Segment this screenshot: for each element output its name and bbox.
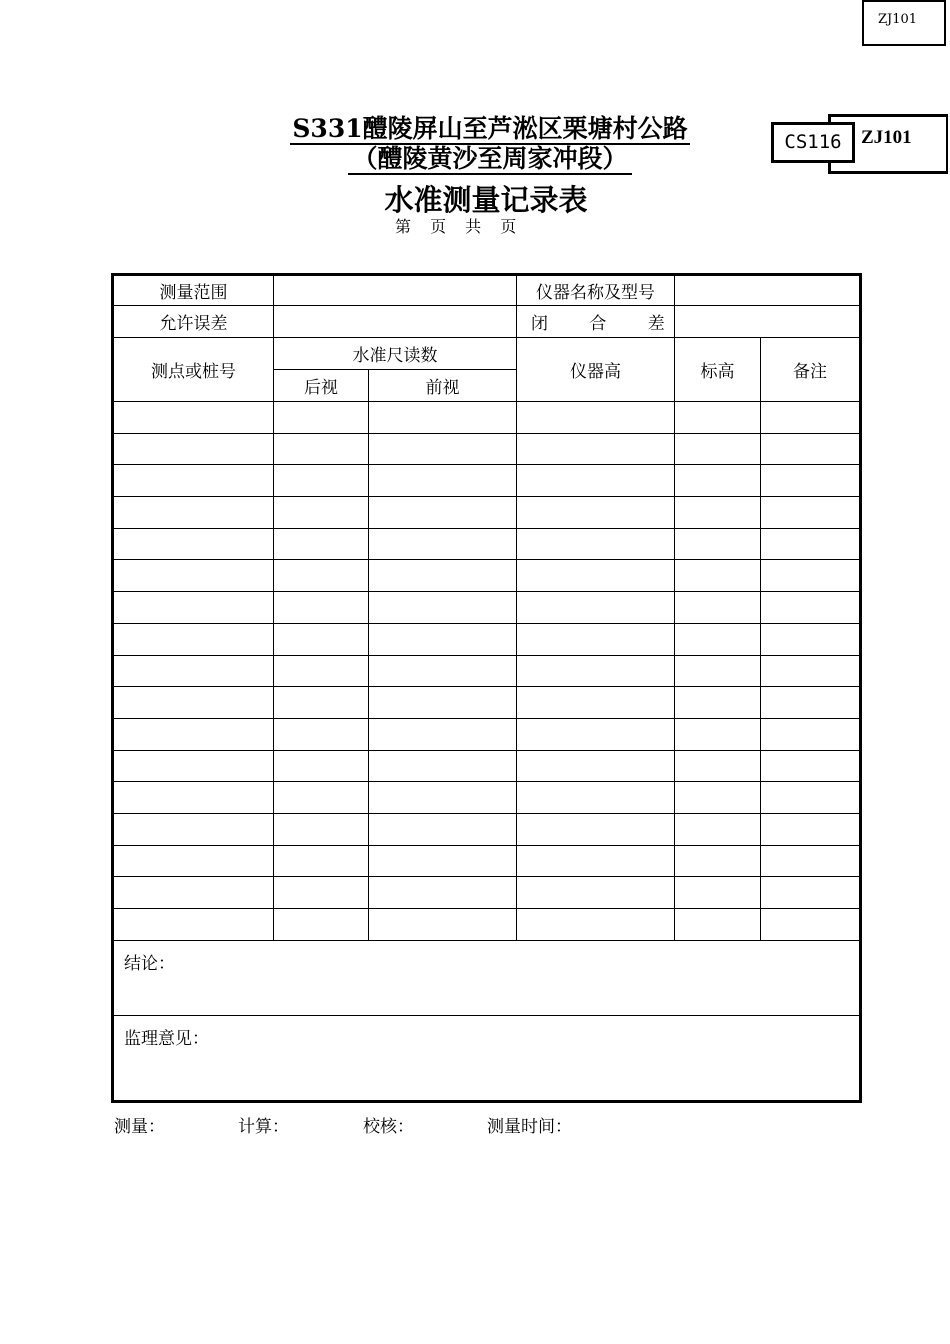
check-signature-label: 校核：: [363, 1117, 414, 1137]
table-cell[interactable]: [274, 623, 369, 655]
table-cell[interactable]: [274, 592, 369, 624]
table-cell[interactable]: [369, 782, 517, 814]
project-title-text: S331醴陵屏山至芦淞区栗塘村公路: [292, 114, 688, 143]
table-row: [113, 813, 861, 845]
table-row: [113, 402, 861, 434]
table-cell[interactable]: [113, 655, 274, 687]
instrument-label: 仪器名称及型号: [517, 275, 675, 306]
table-cell[interactable]: [675, 845, 761, 877]
top-form-code: ZJ101: [862, 0, 946, 46]
measure-time-label: 测量时间：: [487, 1117, 572, 1137]
table-cell[interactable]: [517, 813, 675, 845]
measure-signature-label: 测量：: [114, 1117, 165, 1137]
table-cell[interactable]: [517, 623, 675, 655]
table-cell[interactable]: [113, 813, 274, 845]
table-cell[interactable]: [761, 623, 861, 655]
table-cell[interactable]: [113, 592, 274, 624]
table-cell[interactable]: [113, 782, 274, 814]
column-header-row-1: [113, 338, 861, 370]
col-backsight: 后视: [274, 370, 369, 402]
supervisor-row: [113, 1015, 861, 1101]
table-cell[interactable]: [761, 560, 861, 592]
form-title: 水准测量记录表: [384, 183, 588, 217]
table-cell[interactable]: [761, 909, 861, 941]
table-cell[interactable]: [675, 750, 761, 782]
table-cell[interactable]: [675, 528, 761, 560]
table-cell[interactable]: [369, 909, 517, 941]
conclusion-field[interactable]: 结论：: [113, 940, 861, 1015]
table-cell[interactable]: [369, 560, 517, 592]
table-cell[interactable]: [517, 782, 675, 814]
calc-signature-label: 计算：: [238, 1117, 289, 1137]
col-reading: 水准尺读数: [274, 338, 517, 370]
table-cell[interactable]: [369, 497, 517, 529]
table-cell[interactable]: [517, 528, 675, 560]
signature-row: [114, 1112, 572, 1137]
col-elevation: 标高: [675, 338, 761, 402]
closure-label: 闭 合 差: [517, 306, 675, 338]
table-cell[interactable]: [675, 433, 761, 465]
table-row: [113, 877, 861, 909]
table-row: [113, 909, 861, 941]
table-cell[interactable]: [274, 877, 369, 909]
table-cell[interactable]: [113, 560, 274, 592]
col-station: 测点或桩号: [113, 338, 274, 402]
table-cell[interactable]: [369, 528, 517, 560]
table-cell[interactable]: [113, 718, 274, 750]
table-cell[interactable]: [675, 687, 761, 719]
table-cell[interactable]: [274, 782, 369, 814]
table-cell[interactable]: [517, 655, 675, 687]
table-cell[interactable]: [274, 845, 369, 877]
table-cell[interactable]: [274, 528, 369, 560]
table-cell[interactable]: [369, 687, 517, 719]
table-cell[interactable]: [761, 813, 861, 845]
table-cell[interactable]: [274, 497, 369, 529]
table-cell[interactable]: [675, 623, 761, 655]
table-cell[interactable]: [761, 592, 861, 624]
table-cell[interactable]: [369, 402, 517, 434]
table-cell[interactable]: [113, 750, 274, 782]
cs-code-box: CS116: [771, 122, 855, 163]
table-cell[interactable]: [274, 433, 369, 465]
range-value-field[interactable]: [274, 275, 517, 306]
header-row-range: [113, 275, 861, 306]
table-cell[interactable]: [517, 909, 675, 941]
leveling-record-table: [111, 273, 862, 1103]
col-remarks: 备注: [761, 338, 861, 402]
table-row: [113, 718, 861, 750]
table-cell[interactable]: [761, 718, 861, 750]
table-cell[interactable]: [274, 402, 369, 434]
form-code-box: ZJ101: [828, 114, 948, 174]
table-row: [113, 560, 861, 592]
table-cell[interactable]: [369, 465, 517, 497]
table-cell[interactable]: [761, 465, 861, 497]
table-cell[interactable]: [113, 497, 274, 529]
table-cell[interactable]: [369, 655, 517, 687]
table-row: [113, 655, 861, 687]
table-cell[interactable]: [517, 718, 675, 750]
table-cell[interactable]: [369, 750, 517, 782]
project-title: [0, 114, 950, 144]
table-cell[interactable]: [274, 687, 369, 719]
table-cell[interactable]: [761, 402, 861, 434]
table-row: [113, 592, 861, 624]
table-cell[interactable]: [761, 750, 861, 782]
table-row: [113, 750, 861, 782]
table-cell[interactable]: [113, 528, 274, 560]
table-cell[interactable]: [761, 528, 861, 560]
table-cell[interactable]: [369, 433, 517, 465]
table-row: [113, 465, 861, 497]
range-label: 测量范围: [113, 275, 274, 306]
table-cell[interactable]: [675, 813, 761, 845]
table-row: [113, 497, 861, 529]
table-cell[interactable]: [274, 465, 369, 497]
closure-value-field[interactable]: [675, 306, 861, 338]
table-cell[interactable]: [113, 877, 274, 909]
table-cell[interactable]: [761, 655, 861, 687]
instrument-value-field[interactable]: [675, 275, 861, 306]
table-cell[interactable]: [113, 687, 274, 719]
table-cell[interactable]: [761, 497, 861, 529]
header-row-tolerance: [113, 306, 861, 338]
table-row: [113, 433, 861, 465]
table-cell[interactable]: [113, 402, 274, 434]
table-row: [113, 528, 861, 560]
table-cell[interactable]: [274, 655, 369, 687]
table-cell[interactable]: [517, 845, 675, 877]
project-subtitle: [0, 144, 950, 174]
table-row: [113, 623, 861, 655]
table-cell[interactable]: [274, 718, 369, 750]
table-cell[interactable]: [675, 877, 761, 909]
tolerance-value-field[interactable]: [274, 306, 517, 338]
table-row: [113, 845, 861, 877]
table-cell[interactable]: [274, 813, 369, 845]
table-cell[interactable]: [517, 497, 675, 529]
conclusion-row: [113, 940, 861, 1015]
table-row: [113, 687, 861, 719]
col-instrument-height: 仪器高: [517, 338, 675, 402]
table-cell[interactable]: [761, 845, 861, 877]
supervisor-opinion-field[interactable]: 监理意见：: [113, 1015, 861, 1101]
table-cell[interactable]: [113, 433, 274, 465]
table-cell[interactable]: [274, 909, 369, 941]
table-cell[interactable]: [675, 782, 761, 814]
table-cell[interactable]: [675, 655, 761, 687]
table-row: [113, 782, 861, 814]
table-cell[interactable]: [517, 592, 675, 624]
table-cell[interactable]: [113, 465, 274, 497]
tolerance-label: 允许误差: [113, 306, 274, 338]
table-cell[interactable]: [675, 592, 761, 624]
table-cell[interactable]: [517, 433, 675, 465]
table-cell[interactable]: [369, 813, 517, 845]
table-cell[interactable]: [675, 560, 761, 592]
table-cell[interactable]: [369, 718, 517, 750]
table-cell[interactable]: [113, 845, 274, 877]
table-cell[interactable]: [517, 877, 675, 909]
table-cell[interactable]: [369, 877, 517, 909]
table-cell[interactable]: [113, 909, 274, 941]
project-subtitle-text: （醴陵黄沙至周家冲段）: [348, 144, 631, 175]
table-cell[interactable]: [274, 560, 369, 592]
page-count-line: 第 页 共 页: [395, 217, 517, 236]
table-cell[interactable]: [675, 718, 761, 750]
table-cell[interactable]: [761, 782, 861, 814]
table-cell[interactable]: [517, 465, 675, 497]
table-cell[interactable]: [761, 687, 861, 719]
table-cell[interactable]: [517, 687, 675, 719]
table-cell[interactable]: [517, 560, 675, 592]
table-cell[interactable]: [675, 909, 761, 941]
table-cell[interactable]: [369, 845, 517, 877]
table-cell[interactable]: [517, 402, 675, 434]
table-cell[interactable]: [761, 877, 861, 909]
table-cell[interactable]: [369, 592, 517, 624]
table-cell[interactable]: [675, 465, 761, 497]
col-foresight: 前视: [369, 370, 517, 402]
table-cell[interactable]: [675, 497, 761, 529]
table-cell[interactable]: [369, 623, 517, 655]
table-cell[interactable]: [517, 750, 675, 782]
table-cell[interactable]: [113, 623, 274, 655]
table-cell[interactable]: [675, 402, 761, 434]
table-cell[interactable]: [274, 750, 369, 782]
table-cell[interactable]: [761, 433, 861, 465]
